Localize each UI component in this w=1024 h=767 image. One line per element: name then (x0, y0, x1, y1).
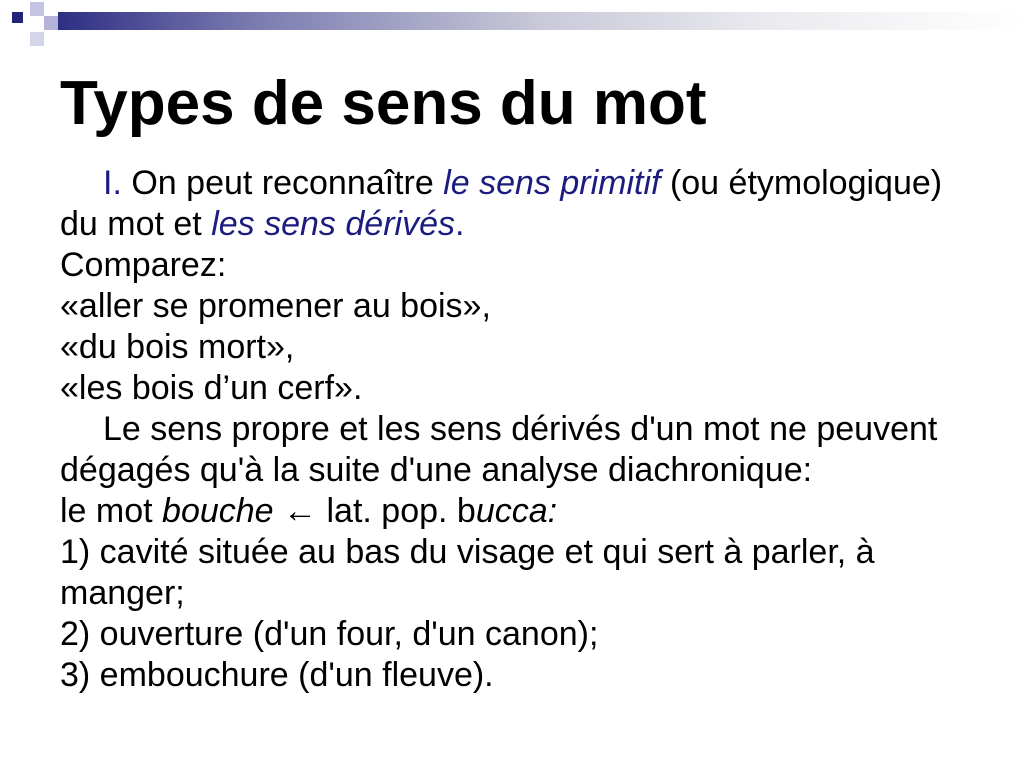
emphasis-term: les sens dérivés (211, 205, 455, 243)
list-item: 2) ouverture (d'un four, d'un canon); (60, 615, 599, 653)
body-line (60, 368, 1010, 409)
text-run: On peut reconnaître (121, 164, 444, 202)
body-line (60, 614, 1010, 655)
body-line (60, 655, 1010, 696)
emphasis-term: le sens primitif (443, 164, 661, 202)
body-line (60, 573, 1010, 614)
body-line (60, 491, 1010, 532)
decor-square-light (44, 16, 58, 30)
text-run: du mot et (60, 205, 212, 243)
body-line (60, 245, 1010, 286)
body-line (60, 450, 1010, 491)
text-run: dégagés qu'à la suite d'une analyse diachronique: (60, 451, 813, 489)
text-run: . (454, 205, 465, 243)
slide-title: Types de sens du mot (60, 69, 707, 138)
text-run (274, 492, 283, 530)
body-line (60, 409, 1010, 450)
body-line (60, 327, 1010, 368)
body-line (60, 286, 1010, 327)
text-run: Le sens propre et les sens dérivés d'un mot ne peuvent (103, 410, 938, 448)
list-item: manger; (60, 574, 185, 612)
decor-square-light (30, 2, 44, 16)
example-quote: «aller se promener au bois», (60, 287, 491, 325)
emphasis-word: bouche (162, 492, 274, 530)
emphasis-word: ucca: (475, 492, 558, 530)
list-item: 1) cavité située au bas du visage et qui sert à parler, à (60, 533, 875, 571)
text-run: Comparez: (60, 246, 227, 284)
decor-square-light (30, 32, 44, 46)
text-run: (ou étymologique) (660, 164, 943, 202)
text-run: le mot (60, 492, 163, 530)
slide-body (60, 163, 1010, 696)
decor-square-navy (12, 12, 23, 23)
body-line (60, 163, 1010, 204)
section-number: I. (103, 164, 122, 202)
example-quote: «les bois d’un cerf». (60, 369, 363, 407)
example-quote: «du bois mort», (60, 328, 295, 366)
text-run: lat. pop. b (317, 492, 476, 530)
arrow-left-icon: ← (283, 492, 318, 530)
decor-gradient-bar (58, 12, 1024, 30)
body-line (60, 204, 1010, 245)
body-line (60, 532, 1010, 573)
list-item: 3) embouchure (d'un fleuve). (60, 656, 494, 694)
